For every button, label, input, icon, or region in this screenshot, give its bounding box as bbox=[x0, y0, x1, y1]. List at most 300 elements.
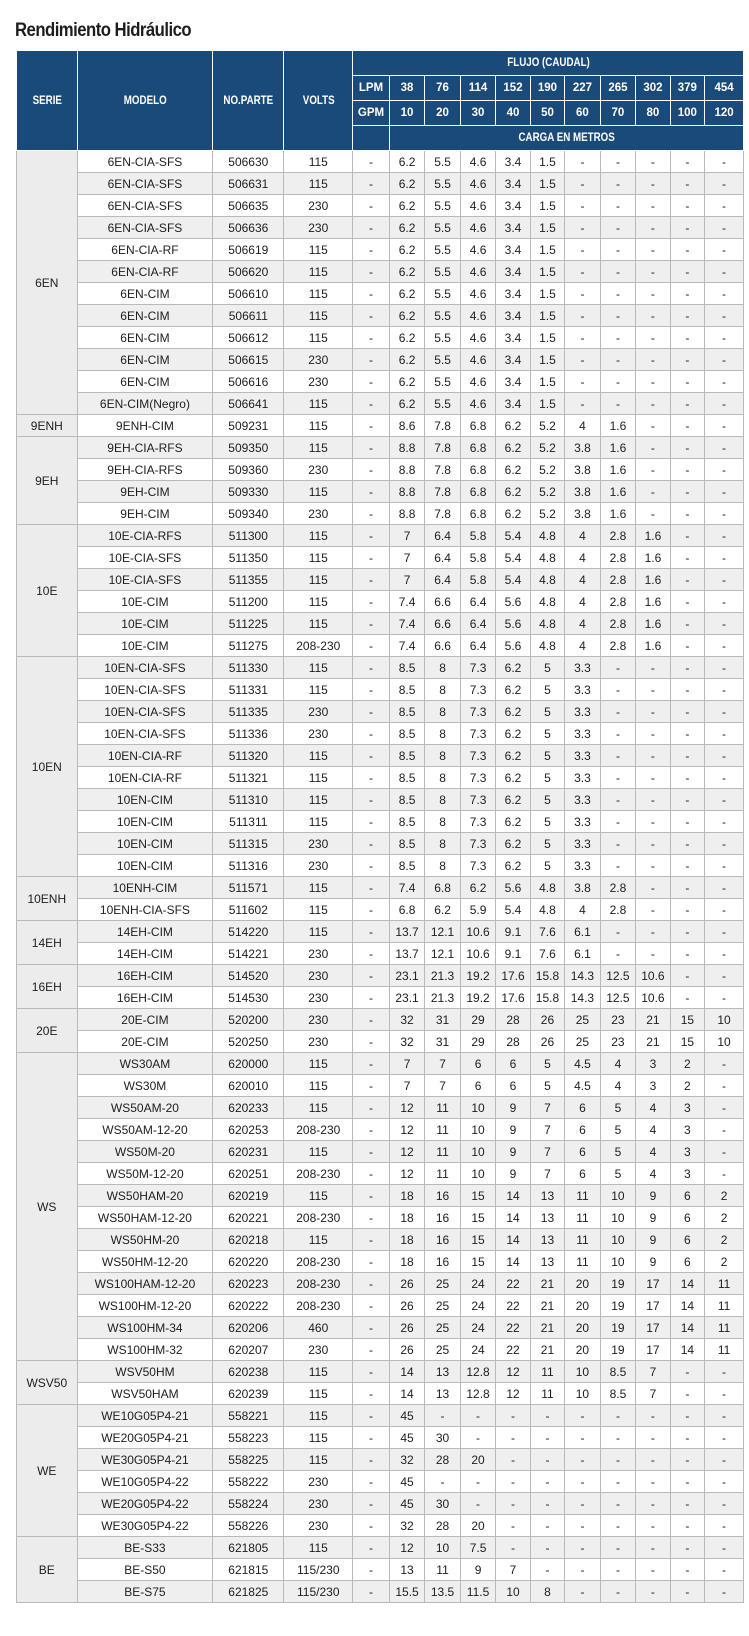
header-lpm-value: 454 bbox=[705, 76, 744, 101]
flow-38-cell: 13 bbox=[389, 1559, 425, 1581]
flow-227-cell: 20 bbox=[565, 1339, 601, 1361]
flow-114-cell: 10 bbox=[460, 1141, 496, 1163]
no-parte-cell: 620253 bbox=[213, 1119, 284, 1141]
modelo-cell: WS50HM-20 bbox=[77, 1229, 213, 1251]
flow-379-cell: - bbox=[670, 481, 704, 503]
lpm-blank-cell: - bbox=[353, 635, 390, 657]
flow-227-cell: - bbox=[565, 1581, 601, 1603]
flow-152-cell: 5.6 bbox=[496, 877, 530, 899]
flow-114-cell: 15 bbox=[460, 1207, 496, 1229]
flow-114-cell: 19.2 bbox=[460, 965, 496, 987]
flow-190-cell: 21 bbox=[530, 1295, 564, 1317]
flow-265-cell: 1.6 bbox=[600, 459, 636, 481]
volts-cell: 230 bbox=[284, 503, 353, 525]
flow-302-cell: - bbox=[636, 1515, 670, 1537]
flow-379-cell: - bbox=[670, 195, 704, 217]
no-parte-cell: 620220 bbox=[213, 1251, 284, 1273]
flow-379-cell: - bbox=[670, 613, 704, 635]
header-lpm-value: 152 bbox=[496, 76, 530, 101]
flow-114-cell: 20 bbox=[460, 1449, 496, 1471]
table-row bbox=[17, 877, 744, 899]
no-parte-cell: 620239 bbox=[213, 1383, 284, 1405]
table-row bbox=[17, 217, 744, 239]
no-parte-cell: 506616 bbox=[213, 371, 284, 393]
flow-114-cell: 4.6 bbox=[460, 305, 496, 327]
flow-152-cell: 9.1 bbox=[496, 943, 530, 965]
volts-cell: 230 bbox=[284, 723, 353, 745]
no-parte-cell: 620231 bbox=[213, 1141, 284, 1163]
volts-cell: 115 bbox=[284, 1537, 353, 1559]
flow-114-cell: 10.6 bbox=[460, 921, 496, 943]
modelo-cell: 9EH-CIA-RFS bbox=[77, 437, 213, 459]
lpm-blank-cell: - bbox=[353, 877, 390, 899]
modelo-cell: 6EN-CIM(Negro) bbox=[77, 393, 213, 415]
no-parte-cell: 558221 bbox=[213, 1405, 284, 1427]
flow-265-cell: - bbox=[600, 261, 636, 283]
lpm-blank-cell: - bbox=[353, 1515, 390, 1537]
header-lpm-value: 38 bbox=[389, 76, 425, 101]
flow-38-cell: 6.2 bbox=[389, 283, 425, 305]
flow-227-cell: 25 bbox=[565, 1031, 601, 1053]
flow-152-cell: 5.6 bbox=[496, 613, 530, 635]
table-row bbox=[17, 899, 744, 921]
flow-302-cell: 3 bbox=[636, 1075, 670, 1097]
no-parte-cell: 506635 bbox=[213, 195, 284, 217]
flow-152-cell: 17.6 bbox=[496, 965, 530, 987]
flow-454-cell: - bbox=[705, 877, 744, 899]
flow-76-cell: 7.8 bbox=[425, 459, 461, 481]
flow-114-cell: 10 bbox=[460, 1119, 496, 1141]
volts-cell: 230 bbox=[284, 987, 353, 1009]
flow-76-cell: 6.6 bbox=[425, 591, 461, 613]
modelo-cell: 20E-CIM bbox=[77, 1031, 213, 1053]
flow-38-cell: 6.2 bbox=[389, 371, 425, 393]
modelo-cell: WE10G05P4-21 bbox=[77, 1405, 213, 1427]
flow-302-cell: - bbox=[636, 217, 670, 239]
lpm-blank-cell: - bbox=[353, 1229, 390, 1251]
header-modelo: MODELO bbox=[77, 51, 213, 151]
flow-152-cell: 3.4 bbox=[496, 195, 530, 217]
flow-379-cell: - bbox=[670, 1515, 704, 1537]
flow-454-cell: - bbox=[705, 1141, 744, 1163]
flow-265-cell: - bbox=[600, 833, 636, 855]
flow-38-cell: 18 bbox=[389, 1229, 425, 1251]
modelo-cell: WS50HM-12-20 bbox=[77, 1251, 213, 1273]
flow-190-cell: 1.5 bbox=[530, 151, 564, 173]
flow-227-cell: 4 bbox=[565, 613, 601, 635]
volts-cell: 115 bbox=[284, 1097, 353, 1119]
volts-cell: 230 bbox=[284, 1009, 353, 1031]
modelo-cell: 6EN-CIM bbox=[77, 305, 213, 327]
flow-76-cell: 5.5 bbox=[425, 173, 461, 195]
flow-227-cell: 20 bbox=[565, 1273, 601, 1295]
lpm-blank-cell: - bbox=[353, 1405, 390, 1427]
lpm-blank-cell: - bbox=[353, 1383, 390, 1405]
table-row bbox=[17, 1053, 744, 1075]
lpm-blank-cell: - bbox=[353, 305, 390, 327]
volts-cell: 208-230 bbox=[284, 1207, 353, 1229]
table-row bbox=[17, 1163, 744, 1185]
flow-454-cell: - bbox=[705, 1075, 744, 1097]
no-parte-cell: 558223 bbox=[213, 1427, 284, 1449]
flow-76-cell: 13.5 bbox=[425, 1581, 461, 1603]
volts-cell: 230 bbox=[284, 855, 353, 877]
flow-190-cell: 5 bbox=[530, 833, 564, 855]
flow-379-cell: - bbox=[670, 1427, 704, 1449]
flow-76-cell: 21.3 bbox=[425, 965, 461, 987]
volts-cell: 115 bbox=[284, 767, 353, 789]
flow-38-cell: 32 bbox=[389, 1515, 425, 1537]
modelo-cell: 6EN-CIA-SFS bbox=[77, 195, 213, 217]
modelo-cell: WS50AM-20 bbox=[77, 1097, 213, 1119]
lpm-blank-cell: - bbox=[353, 503, 390, 525]
flow-454-cell: - bbox=[705, 723, 744, 745]
flow-227-cell: - bbox=[565, 1559, 601, 1581]
flow-38-cell: 6.8 bbox=[389, 899, 425, 921]
table-row bbox=[17, 173, 744, 195]
flow-227-cell: 11 bbox=[565, 1251, 601, 1273]
flow-114-cell: 7.3 bbox=[460, 723, 496, 745]
serie-cell: 6EN bbox=[17, 151, 78, 415]
flow-38-cell: 18 bbox=[389, 1207, 425, 1229]
flow-114-cell: 6.4 bbox=[460, 635, 496, 657]
flow-190-cell: 13 bbox=[530, 1207, 564, 1229]
no-parte-cell: 514220 bbox=[213, 921, 284, 943]
flow-76-cell: 28 bbox=[425, 1515, 461, 1537]
table-row bbox=[17, 943, 744, 965]
flow-190-cell: 7 bbox=[530, 1097, 564, 1119]
flow-454-cell: - bbox=[705, 987, 744, 1009]
flow-114-cell: 4.6 bbox=[460, 349, 496, 371]
volts-cell: 115 bbox=[284, 437, 353, 459]
lpm-blank-cell: - bbox=[353, 943, 390, 965]
flow-114-cell: 11.5 bbox=[460, 1581, 496, 1603]
no-parte-cell: 620010 bbox=[213, 1075, 284, 1097]
flow-76-cell: 25 bbox=[425, 1317, 461, 1339]
flow-227-cell: 14.3 bbox=[565, 965, 601, 987]
flow-114-cell: 10 bbox=[460, 1097, 496, 1119]
serie-cell: WS bbox=[17, 1053, 78, 1361]
flow-454-cell: - bbox=[705, 613, 744, 635]
flow-454-cell: - bbox=[705, 503, 744, 525]
flow-76-cell: 6.2 bbox=[425, 899, 461, 921]
flow-76-cell: 13 bbox=[425, 1361, 461, 1383]
flow-302-cell: - bbox=[636, 1581, 670, 1603]
flow-265-cell: 1.6 bbox=[600, 437, 636, 459]
flow-38-cell: 8.5 bbox=[389, 657, 425, 679]
flow-302-cell: - bbox=[636, 393, 670, 415]
volts-cell: 115 bbox=[284, 921, 353, 943]
lpm-blank-cell: - bbox=[353, 657, 390, 679]
table-row bbox=[17, 283, 744, 305]
flow-265-cell: 10 bbox=[600, 1251, 636, 1273]
flow-38-cell: 12 bbox=[389, 1163, 425, 1185]
lpm-blank-cell: - bbox=[353, 1009, 390, 1031]
header-volts: VOLTS bbox=[284, 51, 353, 151]
lpm-blank-cell: - bbox=[353, 283, 390, 305]
flow-302-cell: 9 bbox=[636, 1251, 670, 1273]
flow-152-cell: 22 bbox=[496, 1317, 530, 1339]
flow-38-cell: 6.2 bbox=[389, 349, 425, 371]
flow-190-cell: - bbox=[530, 1471, 564, 1493]
flow-454-cell: 2 bbox=[705, 1185, 744, 1207]
flow-114-cell: 6 bbox=[460, 1075, 496, 1097]
flow-379-cell: - bbox=[670, 1537, 704, 1559]
flow-227-cell: 3.8 bbox=[565, 481, 601, 503]
flow-76-cell: 8 bbox=[425, 679, 461, 701]
flow-114-cell: 7.3 bbox=[460, 833, 496, 855]
flow-302-cell: 3 bbox=[636, 1053, 670, 1075]
flow-302-cell: 1.6 bbox=[636, 569, 670, 591]
flow-454-cell: - bbox=[705, 547, 744, 569]
table-row bbox=[17, 613, 744, 635]
flow-38-cell: 6.2 bbox=[389, 305, 425, 327]
table-row bbox=[17, 987, 744, 1009]
lpm-blank-cell: - bbox=[353, 525, 390, 547]
flow-454-cell: - bbox=[705, 943, 744, 965]
table-row bbox=[17, 1383, 744, 1405]
flow-190-cell: 5 bbox=[530, 767, 564, 789]
flow-227-cell: 4.5 bbox=[565, 1053, 601, 1075]
flow-265-cell: - bbox=[600, 393, 636, 415]
flow-190-cell: 4.8 bbox=[530, 547, 564, 569]
volts-cell: 115 bbox=[284, 525, 353, 547]
no-parte-cell: 509340 bbox=[213, 503, 284, 525]
flow-76-cell: 25 bbox=[425, 1295, 461, 1317]
lpm-blank-cell: - bbox=[353, 1537, 390, 1559]
table-row bbox=[17, 855, 744, 877]
lpm-blank-cell: - bbox=[353, 591, 390, 613]
table-row bbox=[17, 1273, 744, 1295]
flow-38-cell: 6.2 bbox=[389, 217, 425, 239]
flow-190-cell: 11 bbox=[530, 1383, 564, 1405]
flow-379-cell: 3 bbox=[670, 1163, 704, 1185]
flow-38-cell: 8.5 bbox=[389, 723, 425, 745]
flow-379-cell: 6 bbox=[670, 1185, 704, 1207]
flow-190-cell: 5.2 bbox=[530, 437, 564, 459]
flow-454-cell: - bbox=[705, 283, 744, 305]
flow-190-cell: 5.2 bbox=[530, 481, 564, 503]
flow-302-cell: 17 bbox=[636, 1273, 670, 1295]
flow-454-cell: - bbox=[705, 701, 744, 723]
flow-227-cell: 4 bbox=[565, 415, 601, 437]
flow-379-cell: - bbox=[670, 987, 704, 1009]
flow-152-cell: 6.2 bbox=[496, 679, 530, 701]
lpm-blank-cell: - bbox=[353, 1559, 390, 1581]
flow-190-cell: - bbox=[530, 1537, 564, 1559]
modelo-cell: 6EN-CIM bbox=[77, 283, 213, 305]
table-row bbox=[17, 239, 744, 261]
table-row bbox=[17, 1559, 744, 1581]
flow-454-cell: - bbox=[705, 921, 744, 943]
flow-152-cell: 7 bbox=[496, 1559, 530, 1581]
header-gpm-value: 10 bbox=[389, 101, 425, 126]
flow-227-cell: 4.5 bbox=[565, 1075, 601, 1097]
flow-152-cell: - bbox=[496, 1405, 530, 1427]
flow-76-cell: 6.4 bbox=[425, 525, 461, 547]
flow-76-cell: 8 bbox=[425, 701, 461, 723]
table-row bbox=[17, 679, 744, 701]
flow-190-cell: 13 bbox=[530, 1185, 564, 1207]
table-row bbox=[17, 701, 744, 723]
volts-cell: 115 bbox=[284, 393, 353, 415]
table-row bbox=[17, 459, 744, 481]
lpm-blank-cell: - bbox=[353, 899, 390, 921]
table-row bbox=[17, 1449, 744, 1471]
flow-190-cell: 4.8 bbox=[530, 569, 564, 591]
flow-38-cell: 26 bbox=[389, 1317, 425, 1339]
modelo-cell: 10EN-CIM bbox=[77, 833, 213, 855]
flow-379-cell: - bbox=[670, 679, 704, 701]
flow-302-cell: - bbox=[636, 1405, 670, 1427]
flow-76-cell: 7.8 bbox=[425, 437, 461, 459]
volts-cell: 230 bbox=[284, 1339, 353, 1361]
flow-302-cell: 1.6 bbox=[636, 591, 670, 613]
flow-302-cell: - bbox=[636, 767, 670, 789]
flow-227-cell: 6 bbox=[565, 1097, 601, 1119]
modelo-cell: WS100HM-34 bbox=[77, 1317, 213, 1339]
flow-379-cell: - bbox=[670, 701, 704, 723]
flow-265-cell: - bbox=[600, 943, 636, 965]
table-row bbox=[17, 481, 744, 503]
modelo-cell: WE20G05P4-21 bbox=[77, 1427, 213, 1449]
modelo-cell: 10E-CIM bbox=[77, 591, 213, 613]
flow-227-cell: 6 bbox=[565, 1163, 601, 1185]
flow-190-cell: 15.8 bbox=[530, 965, 564, 987]
no-parte-cell: 620223 bbox=[213, 1273, 284, 1295]
flow-190-cell: 1.5 bbox=[530, 327, 564, 349]
flow-379-cell: - bbox=[670, 789, 704, 811]
flow-454-cell: - bbox=[705, 1537, 744, 1559]
flow-190-cell: 7.6 bbox=[530, 921, 564, 943]
flow-38-cell: 45 bbox=[389, 1405, 425, 1427]
flow-152-cell: 3.4 bbox=[496, 173, 530, 195]
flow-454-cell: 2 bbox=[705, 1251, 744, 1273]
modelo-cell: 10EN-CIM bbox=[77, 789, 213, 811]
modelo-cell: 10ENH-CIA-SFS bbox=[77, 899, 213, 921]
volts-cell: 208-230 bbox=[284, 635, 353, 657]
flow-265-cell: 5 bbox=[600, 1163, 636, 1185]
lpm-blank-cell: - bbox=[353, 1053, 390, 1075]
flow-265-cell: 2.8 bbox=[600, 591, 636, 613]
header-lpm-value: 190 bbox=[530, 76, 564, 101]
no-parte-cell: 511310 bbox=[213, 789, 284, 811]
flow-454-cell: 11 bbox=[705, 1273, 744, 1295]
flow-265-cell: - bbox=[600, 283, 636, 305]
lpm-blank-cell: - bbox=[353, 767, 390, 789]
serie-cell: 9EH bbox=[17, 437, 78, 525]
volts-cell: 115 bbox=[284, 173, 353, 195]
table-row bbox=[17, 745, 744, 767]
flow-114-cell: 5.8 bbox=[460, 547, 496, 569]
flow-76-cell: 31 bbox=[425, 1009, 461, 1031]
table-row bbox=[17, 305, 744, 327]
flow-227-cell: 6.1 bbox=[565, 943, 601, 965]
flow-114-cell: 4.6 bbox=[460, 261, 496, 283]
flow-302-cell: 17 bbox=[636, 1317, 670, 1339]
flow-302-cell: - bbox=[636, 151, 670, 173]
flow-114-cell: 7.3 bbox=[460, 679, 496, 701]
flow-227-cell: 3.3 bbox=[565, 657, 601, 679]
flow-152-cell: 3.4 bbox=[496, 283, 530, 305]
volts-cell: 115 bbox=[284, 327, 353, 349]
flow-302-cell: - bbox=[636, 1537, 670, 1559]
flow-38-cell: 8.5 bbox=[389, 855, 425, 877]
flow-454-cell: - bbox=[705, 1493, 744, 1515]
flow-454-cell: - bbox=[705, 1163, 744, 1185]
flow-152-cell: 3.4 bbox=[496, 371, 530, 393]
flow-38-cell: 12 bbox=[389, 1097, 425, 1119]
flow-265-cell: 8.5 bbox=[600, 1361, 636, 1383]
flow-152-cell: 6.2 bbox=[496, 745, 530, 767]
lpm-blank-cell: - bbox=[353, 1427, 390, 1449]
flow-114-cell: 7.3 bbox=[460, 767, 496, 789]
volts-cell: 208-230 bbox=[284, 1273, 353, 1295]
lpm-blank-cell: - bbox=[353, 261, 390, 283]
flow-38-cell: 13.7 bbox=[389, 943, 425, 965]
lpm-blank-cell: - bbox=[353, 833, 390, 855]
flow-190-cell: 5 bbox=[530, 745, 564, 767]
lpm-blank-cell: - bbox=[353, 371, 390, 393]
flow-152-cell: 6 bbox=[496, 1075, 530, 1097]
lpm-blank-cell: - bbox=[353, 195, 390, 217]
flow-114-cell: 24 bbox=[460, 1339, 496, 1361]
no-parte-cell: 514221 bbox=[213, 943, 284, 965]
flow-227-cell: 4 bbox=[565, 547, 601, 569]
flow-265-cell: - bbox=[600, 1471, 636, 1493]
flow-302-cell: 4 bbox=[636, 1119, 670, 1141]
flow-302-cell: 21 bbox=[636, 1031, 670, 1053]
flow-38-cell: 6.2 bbox=[389, 393, 425, 415]
flow-227-cell: 20 bbox=[565, 1295, 601, 1317]
modelo-cell: 10EN-CIA-RF bbox=[77, 745, 213, 767]
flow-152-cell: 5.4 bbox=[496, 525, 530, 547]
flow-302-cell: - bbox=[636, 789, 670, 811]
flow-265-cell: - bbox=[600, 371, 636, 393]
volts-cell: 115 bbox=[284, 283, 353, 305]
flow-152-cell: 9 bbox=[496, 1119, 530, 1141]
flow-38-cell: 8.5 bbox=[389, 789, 425, 811]
header-noparte: NO.PARTE bbox=[213, 51, 284, 151]
table-row bbox=[17, 811, 744, 833]
no-parte-cell: 511316 bbox=[213, 855, 284, 877]
modelo-cell: 10EN-CIA-RF bbox=[77, 767, 213, 789]
flow-114-cell: - bbox=[460, 1493, 496, 1515]
lpm-blank-cell: - bbox=[353, 745, 390, 767]
flow-302-cell: - bbox=[636, 1559, 670, 1581]
lpm-blank-cell: - bbox=[353, 327, 390, 349]
flow-76-cell: 5.5 bbox=[425, 393, 461, 415]
flow-302-cell: 7 bbox=[636, 1383, 670, 1405]
volts-cell: 230 bbox=[284, 833, 353, 855]
flow-302-cell: - bbox=[636, 855, 670, 877]
lpm-blank-cell: - bbox=[353, 1273, 390, 1295]
no-parte-cell: 506636 bbox=[213, 217, 284, 239]
flow-38-cell: 26 bbox=[389, 1295, 425, 1317]
flow-76-cell: 5.5 bbox=[425, 261, 461, 283]
flow-379-cell: - bbox=[670, 327, 704, 349]
table-row bbox=[17, 437, 744, 459]
flow-38-cell: 45 bbox=[389, 1427, 425, 1449]
header-gpm-value: 80 bbox=[636, 101, 670, 126]
flow-227-cell: 3.3 bbox=[565, 811, 601, 833]
flow-265-cell: - bbox=[600, 855, 636, 877]
flow-227-cell: - bbox=[565, 239, 601, 261]
volts-cell: 115 bbox=[284, 481, 353, 503]
flow-265-cell: - bbox=[600, 1537, 636, 1559]
flow-302-cell: 4 bbox=[636, 1141, 670, 1163]
volts-cell: 115 bbox=[284, 261, 353, 283]
